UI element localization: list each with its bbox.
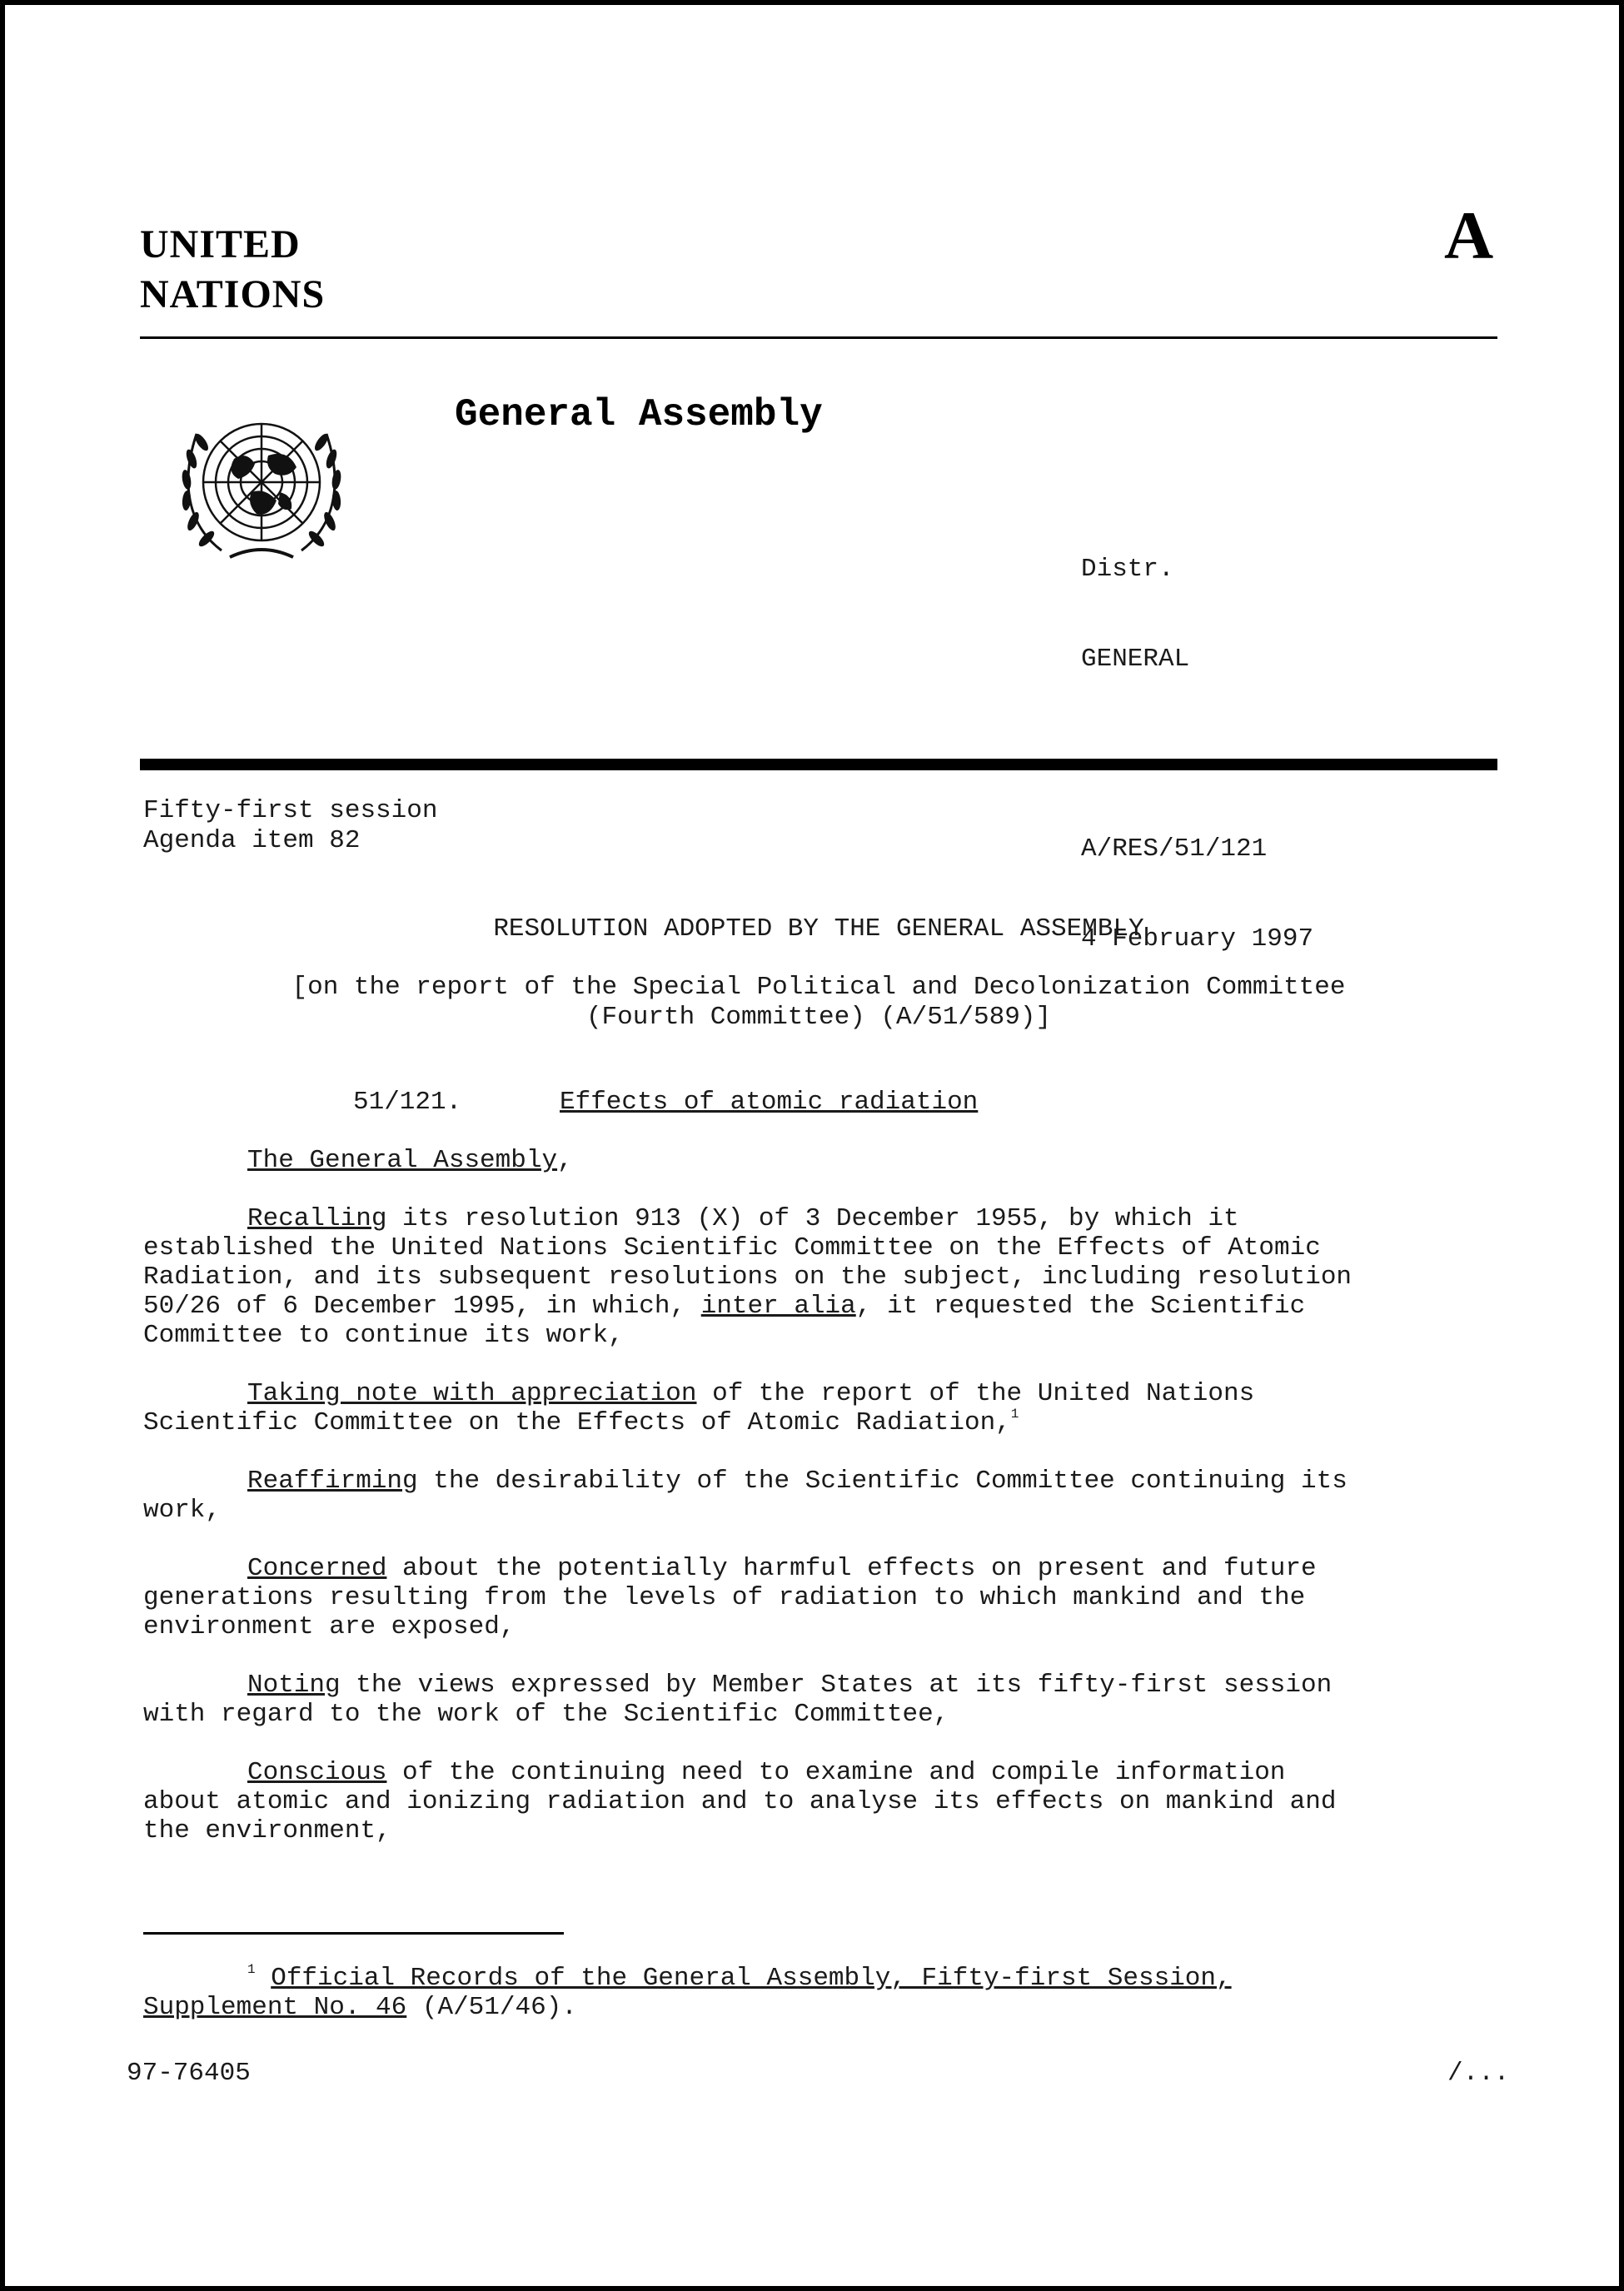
resolution-number: 51/121. — [353, 1088, 462, 1117]
agenda-item: Agenda item 82 — [143, 826, 361, 855]
paragraph-lead: Conscious — [247, 1758, 387, 1787]
preamble-paragraph: Recalling its resolution 913 (X) of 3 December 1955, by which it established the United Nations Scientific Committee on the Effects of Atomic Radiation, and its subsequent resolutions on the subject, including resolution 50/26 of 6 December 1995, in which, inter alia, it requested the Scientific Committee to continue its work, — [143, 1204, 1353, 1350]
preamble — [143, 1146, 1501, 1875]
preamble-paragraph: Conscious of the continuing need to examine and compile information about atomic and ionizing radiation and to analyse its effects on mankind and the environment, — [143, 1758, 1337, 1845]
preamble-paragraph: The General Assembly, — [247, 1146, 573, 1175]
latin-phrase: inter alia — [700, 1292, 856, 1321]
organization-name — [140, 220, 325, 320]
footnote-supplement: Supplement No. 46 — [143, 1993, 407, 2022]
document-date: 4 February 1997 — [1081, 924, 1314, 954]
footnote-rule — [143, 1932, 564, 1935]
report-line-2: (Fourth Committee) (A/51/589)] — [585, 1003, 1052, 1032]
paragraph-lead: Recalling — [247, 1204, 387, 1233]
body-title: General Assembly — [455, 393, 823, 436]
resolution-title: Effects of atomic radiation — [560, 1088, 979, 1117]
org-line-2: NATIONS — [140, 272, 326, 316]
preamble-paragraph: Taking note with appreciation of the report of the United Nations Scientific Committee on the Effects of Atomic Radiation,$^1$ — [143, 1379, 1255, 1437]
un-emblem-icon — [172, 409, 351, 567]
resolution-heading: RESOLUTION ADOPTED BY THE GENERAL ASSEMBLY — [493, 914, 1144, 944]
committee-report-note — [140, 973, 1497, 1033]
distribution-value: GENERAL — [1081, 645, 1190, 674]
paragraph-lead: Reaffirming — [247, 1467, 418, 1496]
preamble-paragraph: Reaffirming the desirability of the Scientific Committee continuing its work, — [143, 1467, 1348, 1525]
footnote-source: Official Records of the General Assembly, Fifty-first Session, — [271, 1964, 1232, 1993]
org-line-1: UNITED — [140, 222, 301, 266]
header-rule — [140, 336, 1497, 339]
session-name: Fifty-first session — [143, 796, 438, 825]
paragraph-lead: Taking note with appreciation — [247, 1379, 697, 1408]
footnote: $^1$ Official Records of the General Assembly, Fifty-first Session, Supplement No. 46 (A/51/46). — [143, 1962, 1232, 2022]
report-line-1: [on the report of the Special Political and Decolonization Committee — [291, 973, 1346, 1002]
document-job-number: 97-76405 — [127, 2059, 251, 2088]
footnote-reference[interactable]: 1 — [1010, 1407, 1019, 1422]
header-thick-rule — [140, 759, 1497, 770]
distribution-label: Distr. — [1081, 555, 1174, 584]
preamble-paragraph: Concerned about the potentially harmful effects on present and future generations resulting from the levels of radiation to which mankind and the environment are exposed, — [143, 1554, 1317, 1641]
paragraph-lead: Noting — [247, 1671, 341, 1700]
paragraph-lead: Concerned — [247, 1554, 387, 1583]
footnote-marker: 1 — [247, 1962, 256, 1977]
document-symbol: A/RES/51/121 — [1081, 834, 1268, 864]
continued-marker: /... — [1447, 2059, 1510, 2088]
preamble-paragraph: Noting the views expressed by Member States at its fifty-first session with regard to the work of the Scientific Committee, — [143, 1671, 1333, 1729]
session-info — [143, 796, 437, 856]
paragraph-lead: The General Assembly — [247, 1146, 558, 1175]
document-series-letter: A — [1444, 197, 1494, 273]
